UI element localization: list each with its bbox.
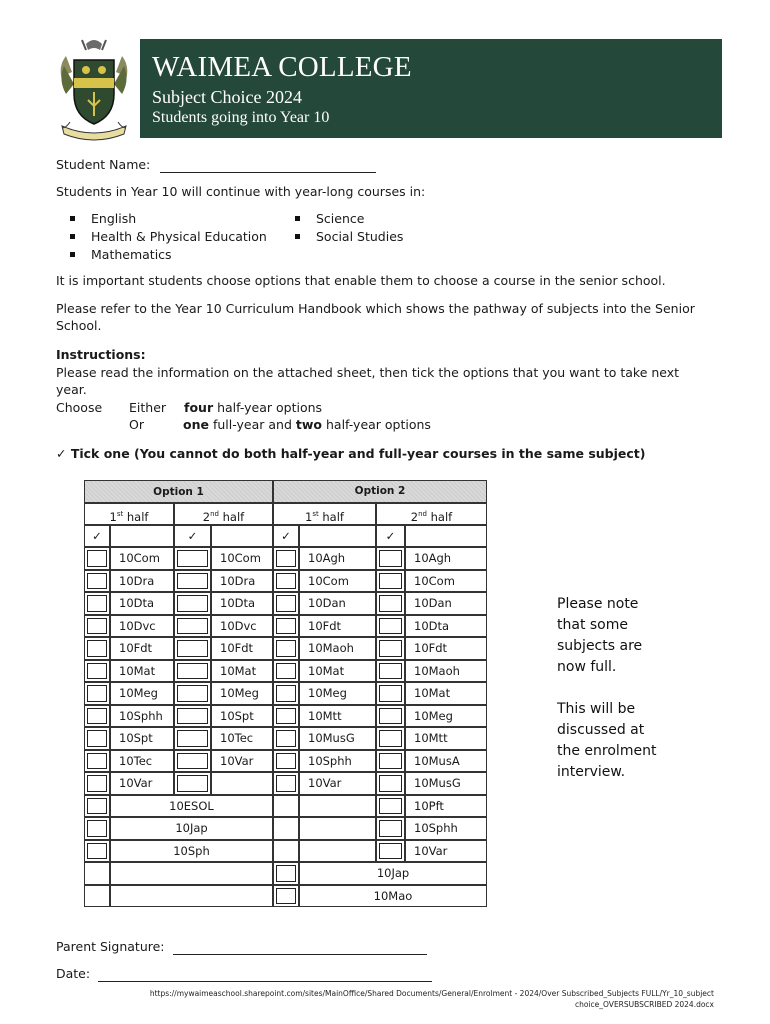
subject-code: 10Fdt: [299, 615, 376, 638]
subject-code: 10Mat: [299, 660, 376, 683]
subject-code: 10Dan: [405, 592, 487, 615]
note-line: Please note: [557, 596, 639, 612]
intro-text: Students in Year 10 will continue with year-long courses in:: [56, 184, 426, 199]
empty-cell: [110, 885, 273, 908]
subject-checkbox[interactable]: [177, 775, 208, 792]
paragraph-handbook-2: School.: [56, 318, 102, 333]
subject-code: 10Dra: [211, 570, 273, 593]
empty-cell: [273, 795, 299, 818]
half-column-header: 2nd half: [376, 503, 487, 525]
subject-checkbox[interactable]: [379, 618, 402, 635]
subject-checkbox[interactable]: [379, 640, 402, 657]
half-column-header: 2nd half: [174, 503, 273, 525]
subject-code: 10Com: [405, 570, 487, 593]
subject-checkbox[interactable]: [276, 640, 296, 657]
full-year-subject: 10Jap: [299, 862, 487, 885]
subject-code: 10Com: [299, 570, 376, 593]
subject-checkbox[interactable]: [177, 663, 208, 680]
subject-checkbox[interactable]: [379, 550, 402, 567]
subject-checkbox[interactable]: [87, 798, 107, 815]
subject-checkbox[interactable]: [87, 685, 107, 702]
full-subjects-note: [557, 594, 656, 783]
empty-cell: [84, 862, 110, 885]
half-column-header: 1st half: [84, 503, 174, 525]
subject-checkbox[interactable]: [276, 730, 296, 747]
subject-code: 10Maoh: [405, 660, 487, 683]
instructions-text-2: year.: [56, 382, 87, 397]
core-course-item: Science: [295, 210, 364, 227]
subject-checkbox[interactable]: [177, 685, 208, 702]
instructions-text-1: Please read the information on the attached sheet, then tick the options that you want to take next: [56, 365, 680, 380]
paragraph-handbook-1: Please refer to the Year 10 Curriculum Handbook which shows the pathway of subjects into the Senior: [56, 301, 695, 316]
subject-checkbox[interactable]: [379, 775, 402, 792]
subject-checkbox[interactable]: [87, 640, 107, 657]
header-banner: [140, 39, 722, 138]
subject-code: 10Maoh: [299, 637, 376, 660]
subject-code: 10Spt: [110, 727, 174, 750]
full-year-subject: 10ESOL: [110, 795, 273, 818]
subject-checkbox[interactable]: [87, 663, 107, 680]
subject-checkbox[interactable]: [379, 573, 402, 590]
subject-code: 10Dta: [211, 592, 273, 615]
subject-code: 10Dvc: [211, 615, 273, 638]
subject-code: 10Dan: [299, 592, 376, 615]
subject-checkbox[interactable]: [177, 550, 208, 567]
note-line: interview.: [557, 764, 626, 780]
parent-signature-field[interactable]: [173, 954, 427, 955]
subject-code: 10Tec: [110, 750, 174, 773]
subject-code: 10Dra: [110, 570, 174, 593]
college-crest-logo: [56, 36, 132, 144]
subject-checkbox[interactable]: [87, 775, 107, 792]
choose-or: Or one full-year and two half-year options: [129, 417, 431, 432]
subject-code: 10Com: [211, 547, 273, 570]
empty-cell: [273, 840, 299, 863]
form-audience: Students going into Year 10: [152, 109, 330, 126]
note-line: discussed at: [557, 722, 645, 738]
subject-code: 10Fdt: [211, 637, 273, 660]
paragraph-senior-school: It is important students choose options that enable them to choose a course in the senior school.: [56, 273, 666, 288]
instructions-heading: Instructions:: [56, 347, 146, 362]
subject-code: 10Meg: [299, 682, 376, 705]
tick-instruction: ✓ Tick one (You cannot do both half-year and full-year courses in the same subject): [56, 446, 646, 461]
parent-signature-row: Parent Signature:: [56, 938, 427, 955]
subject-checkbox[interactable]: [276, 663, 296, 680]
subject-options-table: [84, 480, 487, 910]
choose-either: Either four half-year options: [129, 400, 323, 415]
subject-code: 10Var: [211, 750, 273, 773]
subject-code: 10Mtt: [405, 727, 487, 750]
empty-cell: [273, 817, 299, 840]
tick-header: ✓: [273, 525, 299, 547]
note-line: [557, 678, 656, 699]
subject-checkbox[interactable]: [276, 708, 296, 725]
subject-code: 10Pft: [405, 795, 487, 818]
empty-cell: [84, 885, 110, 908]
subject-code: 10Mat: [211, 660, 273, 683]
date-field[interactable]: [98, 981, 432, 982]
subject-code: 10Meg: [211, 682, 273, 705]
subject-checkbox[interactable]: [87, 753, 107, 770]
subject-checkbox[interactable]: [379, 798, 402, 815]
subject-code: 10MusG: [405, 772, 487, 795]
subject-checkbox[interactable]: [276, 618, 296, 635]
subject-checkbox[interactable]: [379, 730, 402, 747]
tick-header-blank: [110, 525, 174, 547]
subject-checkbox[interactable]: [379, 595, 402, 612]
subject-checkbox[interactable]: [177, 730, 208, 747]
subject-code: 10Meg: [405, 705, 487, 728]
subject-code: 10MusA: [405, 750, 487, 773]
tick-header-blank: [405, 525, 487, 547]
option1-header: Option 1: [84, 480, 273, 503]
subject-code: 10Fdt: [405, 637, 487, 660]
subject-checkbox[interactable]: [177, 618, 208, 635]
tick-header-blank: [299, 525, 376, 547]
subject-code: 10Sphh: [110, 705, 174, 728]
subject-checkbox[interactable]: [177, 640, 208, 657]
core-course-item: English: [70, 210, 136, 227]
subject-code: 10Var: [110, 772, 174, 795]
subject-checkbox[interactable]: [87, 843, 107, 860]
note-line: now full.: [557, 659, 617, 675]
subject-checkbox[interactable]: [177, 753, 208, 770]
subject-code: 10Sphh: [299, 750, 376, 773]
subject-code: 10Var: [405, 840, 487, 863]
date-row: Date:: [56, 965, 432, 982]
subject-checkbox[interactable]: [87, 595, 107, 612]
subject-checkbox[interactable]: [87, 550, 107, 567]
full-year-subject: 10Mao: [299, 885, 487, 908]
subject-code: 10Mtt: [299, 705, 376, 728]
form-subtitle: Subject Choice 2024: [152, 87, 302, 107]
subject-code: 10Agh: [299, 547, 376, 570]
full-year-subject: 10Jap: [110, 817, 273, 840]
subject-checkbox[interactable]: [177, 708, 208, 725]
empty-cell: [299, 840, 376, 863]
subject-checkbox[interactable]: [276, 595, 296, 612]
student-name-field[interactable]: [160, 172, 376, 173]
subject-code: 10Meg: [110, 682, 174, 705]
subject-code: 10Dta: [110, 592, 174, 615]
tick-header: ✓: [376, 525, 405, 547]
subject-code: 10Mat: [110, 660, 174, 683]
subject-checkbox[interactable]: [87, 573, 107, 590]
core-course-item: Health & Physical Education: [70, 228, 267, 245]
subject-checkbox[interactable]: [379, 820, 402, 837]
subject-code: 10Var: [299, 772, 376, 795]
student-name-row: [56, 156, 376, 173]
empty-cell: [299, 795, 376, 818]
subject-code: 10Mat: [405, 682, 487, 705]
subject-code: 10Com: [110, 547, 174, 570]
subject-code: 10Fdt: [110, 637, 174, 660]
subject-checkbox[interactable]: [276, 573, 296, 590]
full-year-subject: 10Sph: [110, 840, 273, 863]
note-line: This will be: [557, 701, 636, 717]
subject-checkbox[interactable]: [177, 573, 208, 590]
subject-code: 10Sphh: [405, 817, 487, 840]
subject-checkbox[interactable]: [379, 708, 402, 725]
subject-code: 10Tec: [211, 727, 273, 750]
subject-code: 10Agh: [405, 547, 487, 570]
empty-cell: [299, 817, 376, 840]
subject-checkbox[interactable]: [379, 843, 402, 860]
tick-header: ✓: [84, 525, 110, 547]
subject-checkbox[interactable]: [276, 775, 296, 792]
note-line: the enrolment: [557, 743, 657, 759]
subject-checkbox[interactable]: [276, 865, 296, 882]
subject-checkbox[interactable]: [276, 753, 296, 770]
subject-checkbox[interactable]: [87, 708, 107, 725]
college-name: WAIMEA COLLEGE: [152, 51, 412, 83]
subject-checkbox[interactable]: [276, 685, 296, 702]
subject-code: 10MusG: [299, 727, 376, 750]
subject-checkbox[interactable]: [379, 663, 402, 680]
tick-header-blank: [211, 525, 273, 547]
subject-checkbox[interactable]: [276, 888, 296, 905]
student-name-label: Student Name:: [56, 157, 151, 172]
core-course-item: Social Studies: [295, 228, 403, 245]
subject-checkbox[interactable]: [276, 550, 296, 567]
subject-checkbox[interactable]: [87, 618, 107, 635]
core-course-item: Mathematics: [70, 246, 172, 263]
empty-cell: [110, 862, 273, 885]
subject-checkbox[interactable]: [379, 685, 402, 702]
subject-code: 10Spt: [211, 705, 273, 728]
subject-checkbox[interactable]: [87, 820, 107, 837]
subject-checkbox[interactable]: [87, 730, 107, 747]
option2-header: Option 2: [273, 480, 487, 503]
choose-label: Choose: [56, 400, 103, 415]
tick-header: ✓: [174, 525, 211, 547]
subject-checkbox[interactable]: [177, 595, 208, 612]
empty-cell: [211, 772, 273, 795]
subject-code: 10Dvc: [110, 615, 174, 638]
subject-code: 10Dta: [405, 615, 487, 638]
note-line: that some: [557, 617, 628, 633]
subject-checkbox[interactable]: [379, 753, 402, 770]
half-column-header: 1st half: [273, 503, 376, 525]
note-line: subjects are: [557, 638, 643, 654]
document-path-footer: https://mywaimeaschool.sharepoint.com/sites/MainOffice/Shared Documents/General/Enrolment - 2024/Over Subscribed_Subjects FULL/Yr_10_subject choice_OVERSUBSCRIBED 2024.docx: [149, 989, 714, 1009]
